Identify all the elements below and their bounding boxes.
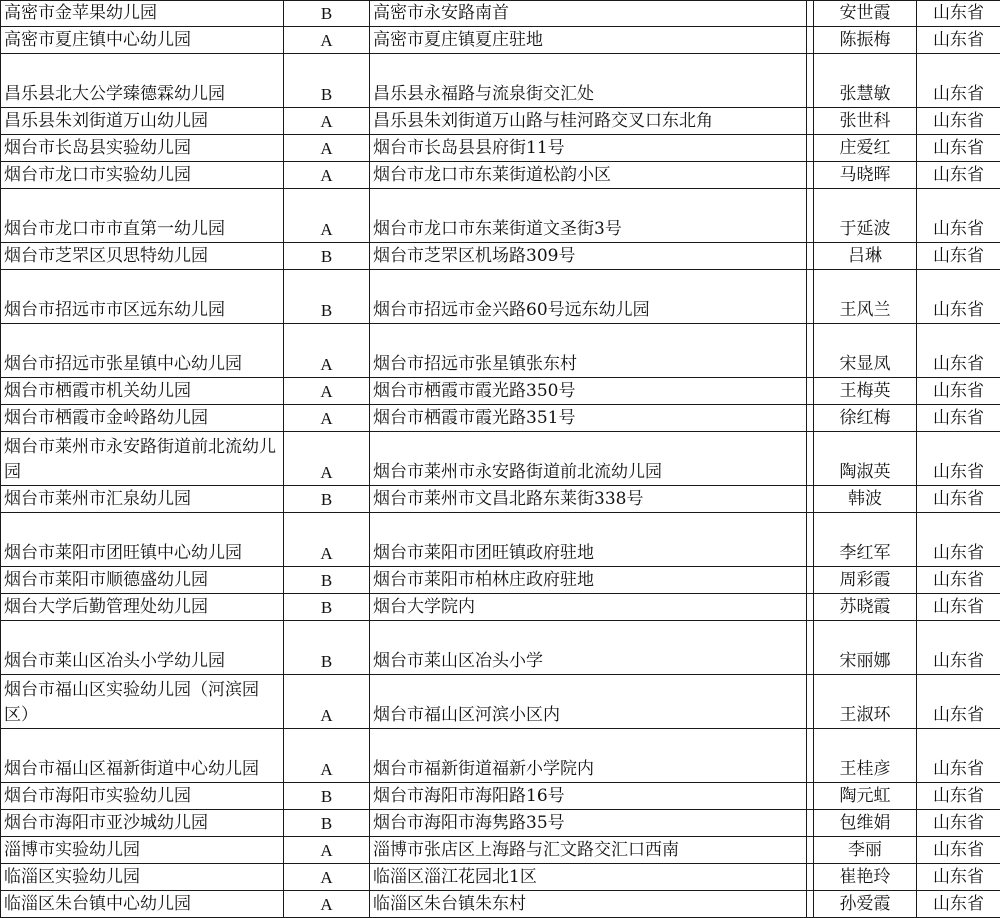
kindergarten-name-cell: 昌乐县北大公学臻德霖幼儿园 <box>1 54 284 108</box>
province-cell: 山东省 <box>917 378 1000 405</box>
table-row <box>1 675 1000 729</box>
grade-cell: A <box>284 189 370 243</box>
kindergarten-name-cell: 临淄区朱台镇中心幼儿园 <box>1 891 284 918</box>
spacer-cell <box>807 108 814 135</box>
province-cell: 山东省 <box>917 594 1000 621</box>
table-row <box>1 594 1000 621</box>
grade-cell: A <box>284 432 370 486</box>
spacer-cell <box>807 27 814 54</box>
contact-person-cell: 王梅英 <box>814 378 917 405</box>
contact-person-cell: 崔艳玲 <box>814 864 917 891</box>
grade-cell: B <box>284 54 370 108</box>
province-cell: 山东省 <box>917 108 1000 135</box>
contact-person-cell: 苏晓霞 <box>814 594 917 621</box>
province-cell: 山东省 <box>917 810 1000 837</box>
address-cell: 淄博市张店区上海路与汇文路交汇口西南 <box>370 837 807 864</box>
kindergarten-name-cell: 烟台市海阳市亚沙城幼儿园 <box>1 810 284 837</box>
grade-cell: A <box>284 162 370 189</box>
table-row <box>1 513 1000 567</box>
table-row <box>1 54 1000 108</box>
contact-person-cell: 吕琳 <box>814 243 917 270</box>
grade-cell: B <box>284 810 370 837</box>
contact-person-cell: 张慧敏 <box>814 54 917 108</box>
contact-person-cell: 陶元虹 <box>814 783 917 810</box>
table-row <box>1 567 1000 594</box>
grade-cell: A <box>284 837 370 864</box>
table-row <box>1 729 1000 783</box>
province-cell: 山东省 <box>917 864 1000 891</box>
contact-person-cell: 安世霞 <box>814 1 917 27</box>
spacer-cell <box>807 891 814 918</box>
table-row <box>1 891 1000 918</box>
kindergarten-name-cell: 烟台市招远市市区远东幼儿园 <box>1 270 284 324</box>
province-cell: 山东省 <box>917 270 1000 324</box>
table-row <box>1 783 1000 810</box>
spacer-cell <box>807 837 814 864</box>
kindergarten-name-cell: 烟台市招远市张星镇中心幼儿园 <box>1 324 284 378</box>
province-cell: 山东省 <box>917 486 1000 513</box>
contact-person-cell: 张世科 <box>814 108 917 135</box>
province-cell: 山东省 <box>917 1 1000 27</box>
table-row <box>1 27 1000 54</box>
grade-cell: B <box>284 567 370 594</box>
kindergarten-name-cell: 高密市金苹果幼儿园 <box>1 1 284 27</box>
province-cell: 山东省 <box>917 432 1000 486</box>
kindergarten-name-cell: 烟台市莱阳市顺德盛幼儿园 <box>1 567 284 594</box>
address-cell: 烟台市莱阳市团旺镇政府驻地 <box>370 513 807 567</box>
address-cell: 昌乐县朱刘街道万山路与桂河路交叉口东北角 <box>370 108 807 135</box>
contact-person-cell: 孙爱霞 <box>814 891 917 918</box>
table-row <box>1 189 1000 243</box>
spacer-cell <box>807 1 814 27</box>
spacer-cell <box>807 783 814 810</box>
address-cell: 烟台市龙口市东莱街道文圣街3号 <box>370 189 807 243</box>
grade-cell: B <box>284 621 370 675</box>
contact-person-cell: 周彩霞 <box>814 567 917 594</box>
address-cell: 烟台市长岛县县府街11号 <box>370 135 807 162</box>
spacer-cell <box>807 243 814 270</box>
contact-person-cell: 王风兰 <box>814 270 917 324</box>
table-row <box>1 621 1000 675</box>
address-cell: 烟台市栖霞市霞光路350号 <box>370 378 807 405</box>
grade-cell: B <box>284 243 370 270</box>
province-cell: 山东省 <box>917 135 1000 162</box>
contact-person-cell: 陶淑英 <box>814 432 917 486</box>
contact-person-cell: 包维娟 <box>814 810 917 837</box>
grade-cell: A <box>284 675 370 729</box>
province-cell: 山东省 <box>917 324 1000 378</box>
kindergarten-name-cell: 烟台市栖霞市机关幼儿园 <box>1 378 284 405</box>
contact-person-cell: 李红军 <box>814 513 917 567</box>
spacer-cell <box>807 135 814 162</box>
province-cell: 山东省 <box>917 189 1000 243</box>
address-cell: 高密市夏庄镇夏庄驻地 <box>370 27 807 54</box>
table-row <box>1 1 1000 27</box>
province-cell: 山东省 <box>917 621 1000 675</box>
grade-cell: A <box>284 135 370 162</box>
contact-person-cell: 王淑环 <box>814 675 917 729</box>
address-cell: 烟台市莱州市文昌北路东莱街338号 <box>370 486 807 513</box>
contact-person-cell: 宋显凤 <box>814 324 917 378</box>
spacer-cell <box>807 567 814 594</box>
grade-cell: A <box>284 378 370 405</box>
spacer-cell <box>807 810 814 837</box>
spacer-cell <box>807 432 814 486</box>
kindergarten-name-cell: 临淄区实验幼儿园 <box>1 864 284 891</box>
spacer-cell <box>807 594 814 621</box>
address-cell: 烟台市招远市金兴路60号远东幼儿园 <box>370 270 807 324</box>
kindergarten-name-cell: 烟台市龙口市实验幼儿园 <box>1 162 284 189</box>
kindergarten-name-cell: 烟台大学后勤管理处幼儿园 <box>1 594 284 621</box>
province-cell: 山东省 <box>917 729 1000 783</box>
grade-cell: B <box>284 270 370 324</box>
grade-cell: B <box>284 1 370 27</box>
spacer-cell <box>807 405 814 432</box>
grade-cell: A <box>284 324 370 378</box>
contact-person-cell: 李丽 <box>814 837 917 864</box>
province-cell: 山东省 <box>917 243 1000 270</box>
table-row <box>1 486 1000 513</box>
table-row <box>1 243 1000 270</box>
grade-cell: A <box>284 891 370 918</box>
spacer-cell <box>807 378 814 405</box>
address-cell: 烟台市龙口市东莱街道松韵小区 <box>370 162 807 189</box>
kindergarten-name-cell: 淄博市实验幼儿园 <box>1 837 284 864</box>
spacer-cell <box>807 54 814 108</box>
spacer-cell <box>807 675 814 729</box>
kindergarten-name-cell: 烟台市莱阳市团旺镇中心幼儿园 <box>1 513 284 567</box>
address-cell: 烟台市莱州市永安路街道前北流幼儿园 <box>370 432 807 486</box>
table-row <box>1 135 1000 162</box>
kindergarten-name-cell: 烟台市芝罘区贝思特幼儿园 <box>1 243 284 270</box>
address-cell: 临淄区淄江花园北1区 <box>370 864 807 891</box>
kindergarten-name-cell: 烟台市龙口市市直第一幼儿园 <box>1 189 284 243</box>
spacer-cell <box>807 324 814 378</box>
contact-person-cell: 于延波 <box>814 189 917 243</box>
address-cell: 烟台市莱阳市柏林庄政府驻地 <box>370 567 807 594</box>
address-cell: 烟台大学院内 <box>370 594 807 621</box>
address-cell: 烟台市海阳市海阳路16号 <box>370 783 807 810</box>
kindergarten-name-cell: 昌乐县朱刘街道万山幼儿园 <box>1 108 284 135</box>
province-cell: 山东省 <box>917 405 1000 432</box>
address-cell: 烟台市福新街道福新小学院内 <box>370 729 807 783</box>
contact-person-cell: 韩波 <box>814 486 917 513</box>
table-row <box>1 162 1000 189</box>
contact-person-cell: 徐红梅 <box>814 405 917 432</box>
spacer-cell <box>807 729 814 783</box>
table-row <box>1 270 1000 324</box>
kindergarten-name-cell: 烟台市福山区实验幼儿园（河滨园区） <box>1 675 284 729</box>
spacer-cell <box>807 270 814 324</box>
table-row <box>1 837 1000 864</box>
table-row <box>1 864 1000 891</box>
grade-cell: A <box>284 108 370 135</box>
address-cell: 烟台市招远市张星镇张东村 <box>370 324 807 378</box>
address-cell: 烟台市海阳市海隽路35号 <box>370 810 807 837</box>
spacer-cell <box>807 621 814 675</box>
contact-person-cell: 庄爱红 <box>814 135 917 162</box>
province-cell: 山东省 <box>917 567 1000 594</box>
kindergarten-name-cell: 烟台市栖霞市金岭路幼儿园 <box>1 405 284 432</box>
province-cell: 山东省 <box>917 27 1000 54</box>
province-cell: 山东省 <box>917 783 1000 810</box>
grade-cell: A <box>284 729 370 783</box>
address-cell: 烟台市栖霞市霞光路351号 <box>370 405 807 432</box>
grade-cell: B <box>284 783 370 810</box>
address-cell: 烟台市福山区河滨小区内 <box>370 675 807 729</box>
kindergarten-name-cell: 烟台市福山区福新街道中心幼儿园 <box>1 729 284 783</box>
address-cell: 烟台市芝罘区机场路309号 <box>370 243 807 270</box>
province-cell: 山东省 <box>917 675 1000 729</box>
kindergarten-name-cell: 烟台市长岛县实验幼儿园 <box>1 135 284 162</box>
address-cell: 昌乐县永福路与流泉街交汇处 <box>370 54 807 108</box>
spacer-cell <box>807 864 814 891</box>
kindergarten-name-cell: 烟台市莱山区冶头小学幼儿园 <box>1 621 284 675</box>
spacer-cell <box>807 189 814 243</box>
spacer-cell <box>807 513 814 567</box>
table-body <box>1 1 1000 918</box>
province-cell: 山东省 <box>917 513 1000 567</box>
address-cell: 临淄区朱台镇朱东村 <box>370 891 807 918</box>
province-cell: 山东省 <box>917 837 1000 864</box>
spacer-cell <box>807 486 814 513</box>
kindergarten-name-cell: 高密市夏庄镇中心幼儿园 <box>1 27 284 54</box>
grade-cell: A <box>284 513 370 567</box>
grade-cell: A <box>284 27 370 54</box>
contact-person-cell: 陈振梅 <box>814 27 917 54</box>
address-cell: 烟台市莱山区冶头小学 <box>370 621 807 675</box>
spacer-cell <box>807 162 814 189</box>
table-row <box>1 324 1000 378</box>
grade-cell: B <box>284 594 370 621</box>
province-cell: 山东省 <box>917 162 1000 189</box>
kindergarten-name-cell: 烟台市海阳市实验幼儿园 <box>1 783 284 810</box>
contact-person-cell: 王桂彦 <box>814 729 917 783</box>
table-row <box>1 405 1000 432</box>
kindergarten-name-cell: 烟台市莱州市永安路街道前北流幼儿园 <box>1 432 284 486</box>
province-cell: 山东省 <box>917 54 1000 108</box>
grade-cell: A <box>284 405 370 432</box>
table-row <box>1 378 1000 405</box>
grade-cell: A <box>284 864 370 891</box>
table-row <box>1 108 1000 135</box>
address-cell: 高密市永安路南首 <box>370 1 807 27</box>
grade-cell: B <box>284 486 370 513</box>
kindergarten-name-cell: 烟台市莱州市汇泉幼儿园 <box>1 486 284 513</box>
contact-person-cell: 马晓晖 <box>814 162 917 189</box>
table-row <box>1 810 1000 837</box>
province-cell: 山东省 <box>917 891 1000 918</box>
table-row <box>1 432 1000 486</box>
contact-person-cell: 宋丽娜 <box>814 621 917 675</box>
